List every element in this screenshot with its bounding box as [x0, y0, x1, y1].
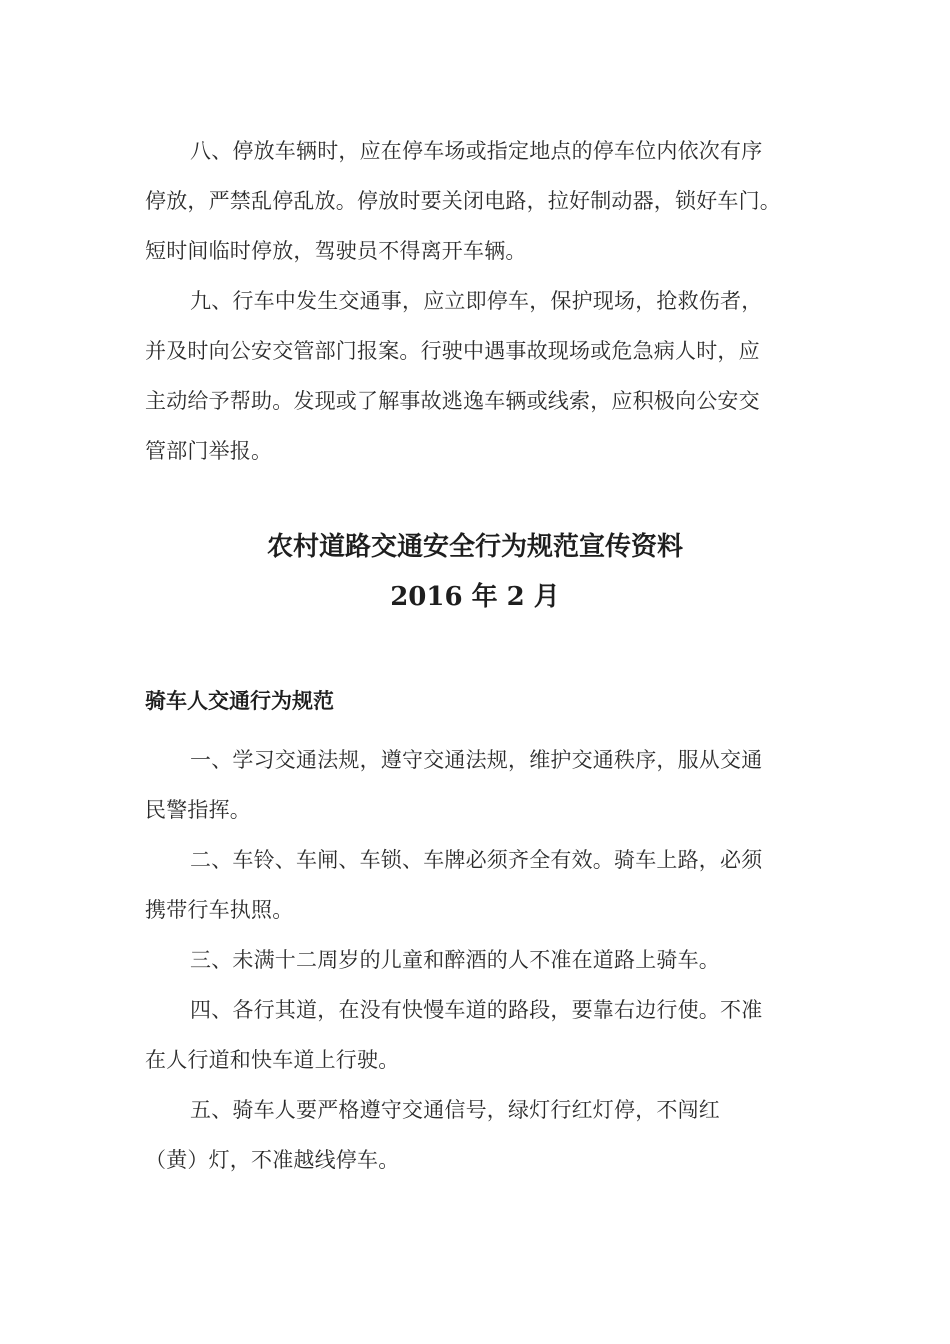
rule-4-line-2: 在人行道和快车道上行驶。 — [145, 1048, 400, 1072]
paragraph-9-line-2: 并及时向公安交管部门报案。行驶中遇事故现场或危急病人时，应 — [145, 339, 760, 363]
rule-1-line-2: 民警指挥。 — [145, 798, 251, 822]
rule-5-line-2: （黄）灯，不准越线停车。 — [145, 1148, 400, 1172]
section-heading: 骑车人交通行为规范 — [145, 688, 334, 713]
rule-2-line-1: 二、车铃、车闸、车锁、车牌必须齐全有效。骑车上路，必须 — [190, 848, 763, 872]
rule-1-line-1: 一、学习交通法规，遵守交通法规，维护交通秩序，服从交通 — [190, 748, 763, 772]
paragraph-9-line-3: 主动给予帮助。发现或了解事故逃逸车辆或线索，应积极向公安交 — [145, 389, 760, 413]
rule-5-line-1: 五、骑车人要严格遵守交通信号，绿灯行红灯停，不闯红 — [190, 1098, 720, 1122]
rule-2-line-2: 携带行车执照。 — [145, 898, 294, 922]
rule-4-line-1: 四、各行其道，在没有快慢车道的路段，要靠右边行使。不准 — [190, 998, 763, 1022]
paragraph-8-line-3: 短时间临时停放，驾驶员不得离开车辆。 — [145, 239, 527, 263]
paragraph-9-line-1: 九、行车中发生交通事，应立即停车，保护现场，抢救伤者， — [190, 289, 763, 313]
paragraph-8-line-1: 八、停放车辆时，应在停车场或指定地点的停车位内依次有序 — [190, 139, 763, 163]
rule-3-line-1: 三、未满十二周岁的儿童和醉酒的人不准在道路上骑车。 — [190, 948, 720, 972]
document-date: 2016 年 2 月 — [390, 582, 560, 612]
document-title: 农村道路交通安全行为规范宣传资料 — [266, 532, 683, 562]
paragraph-9-line-4: 管部门举报。 — [145, 439, 273, 463]
paragraph-8-line-2: 停放，严禁乱停乱放。停放时要关闭电路，拉好制动器，锁好车门。 — [145, 189, 781, 213]
